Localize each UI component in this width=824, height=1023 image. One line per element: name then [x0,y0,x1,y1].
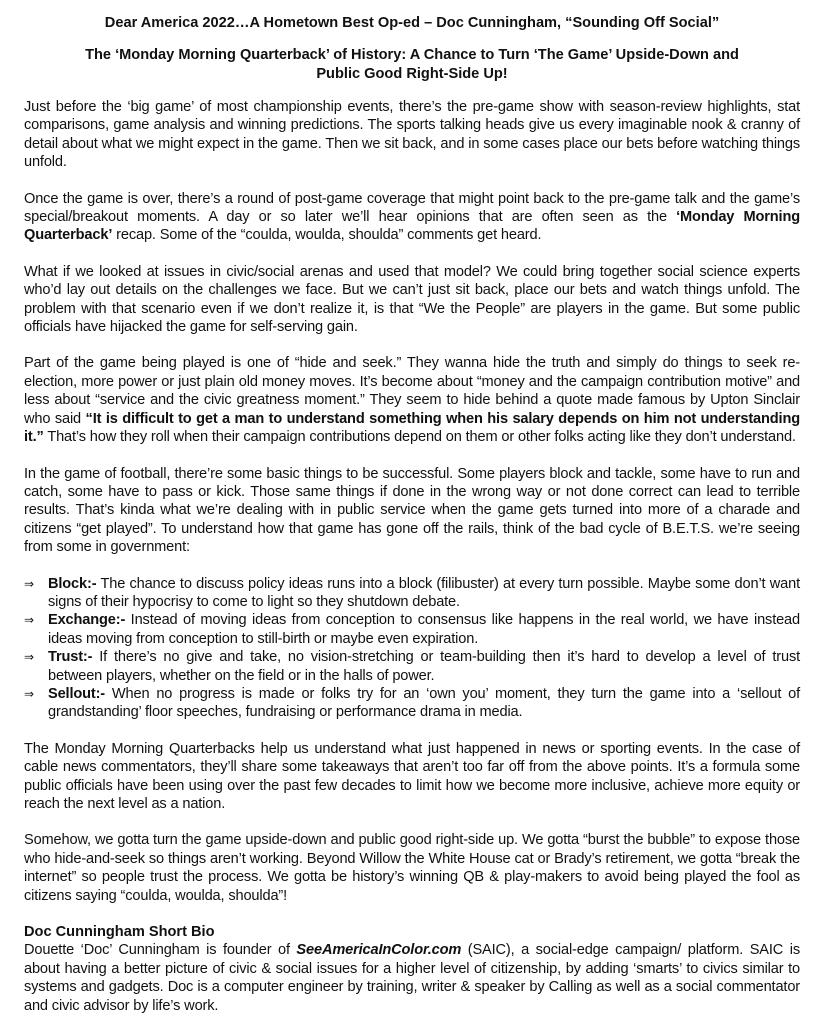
document-title: Dear America 2022…A Hometown Best Op-ed – Doc Cunningham, “Sounding Off Social” [104,15,720,31]
bets-item-trust [24,648,800,685]
bets-item-sellout [24,685,800,722]
paragraph-text: recap. Some of the “coulda, woulda, shoulda” comments get heard. [112,227,542,244]
paragraph-conclusion: Somehow, we gotta turn the game upside-down and public good right-side up. We gotta “burst the bubble” to expose those who hide-and-seek so things aren’t working. Beyond Willow the White House cat or Brady’s retirement, we gotta “break the internet” so people trust the process. We gotta be history’s winning QB & play-makers to avoid being played the fool as citizens saying “coulda, woulda, shoulda”! [24,832,800,904]
website-name: SeeAmericaInColor.com [296,942,462,959]
bets-text: Instead of moving ideas from conception to consensus like happens in the real world, we have instead ideas moving from conception to still-birth or maybe even expiration. [48,612,800,647]
subtitle-line-2: Public Good Right-Side Up! [316,66,508,82]
paragraph-hide-and-seek [24,354,800,446]
bets-term: Block:- [48,575,97,592]
emphasis-mmq: ‘Monday Morning Quarterback’ [24,209,800,244]
bets-item-block [24,575,800,612]
subtitle-line-1: The ‘Monday Morning Quarterback’ of History: A Chance to Turn ‘The Game’ Upside-Down and [85,47,739,63]
bets-text: If there’s no give and take, no vision-stretching or team-building then it’s hard to develop a level of trust between players, whether on the field or in the halls of power. [48,649,800,684]
double-arrow-right-icon: ⇒ [24,576,34,591]
paragraph-civic-model: What if we looked at issues in civic/social arenas and used that model? We could bring together social science experts who’d lay out details on the challenges we face. But we can’t just sit back, place our bets and watch things unfold. The problem with that scenario even if we don’t realize it, is that “We the People” are players in the game. But some public officials have hijacked the game for self-serving gain. [24,263,800,336]
double-arrow-right-icon: ⇒ [24,650,34,665]
bio-heading: Doc Cunningham Short Bio [24,924,215,941]
double-arrow-right-icon: ⇒ [24,686,34,701]
bets-term: Sellout:- [48,685,106,702]
paragraph-post-game [24,190,800,245]
bets-term: Trust:- [48,649,93,666]
paragraph-mmq-summary: The Monday Morning Quarterbacks help us understand what just happened in news or sporting events. In the case of cable news commentators, they’ll share some takeaways that aren’t too far off from the above points. It’s a formula some public officials have been using over the past few decades to limit how we become more inclusive, achieve more equity or reach the next level as a nation. [24,740,800,812]
bio-text [24,941,800,1015]
bio-text-start: Douette ‘Doc’ Cunningham is founder of [24,942,297,959]
bets-list [24,575,800,722]
paragraph-text: Once the game is over, there’s a round of post-game coverage that might point back to the pre-game talk and the game’s special/breakout moments. A day or so later we’ll hear opinions that are often seen as the [24,190,800,226]
paragraph-football: In the game of football, there’re some basic things to be successful. Some players block and tackle, some have to run and catch, some have to pass or kick. Those same things if done in the wrong way or not done correct can lead to terrible results. That’s kinda what we’re dealing with in public service when the game gets turned into more of a charade and citizens “get played”. To understand how that game has gone off the rails, think of the bad cycle of B.E.T.S. we’re seeing from some in government: [24,465,800,556]
document-subtitle [24,46,800,84]
bets-text: When no progress is made or folks try for an ‘own you’ moment, they turn the game into a ‘sellout of grandstanding’ floor speeches, fundraising or performance drama in media. [48,685,800,721]
bets-term: Exchange:- [48,612,126,629]
bets-item-exchange [24,611,800,648]
author-bio [24,923,800,1015]
bio-text-end: (SAIC), a social-edge campaign/ platform. SAIC is about having a better picture of civic & social issues for a higher level of citizenship, by adding ‘smarts’ to civics similar to systems and gadgets. Doc is a computer engineer by training, writer & speaker by Calling as well as a social commentator and civic advisor by life’s work. [24,942,800,1014]
paragraph-text: That’s how they roll when their campaign contributions depend on them or other folks acting like they don’t understand. [43,429,796,446]
paragraph-text: Part of the game being played is one of “hide and seek.” They wanna hide the truth and simply do things to seek re-election, more power or just plain old money moves. It’s become about “money and the campaign contribution motive” and less about “service and the civic greatness moment.” They seem to hide behind a quote made famous by Upton Sinclair who said [24,355,800,427]
double-arrow-right-icon: ⇒ [24,613,34,628]
sinclair-quote: “It is difficult to get a man to understand something when his salary depends on him not understanding it.” [24,410,800,446]
bets-text: The chance to discuss policy ideas runs into a block (filibuster) at every turn possible. Maybe some don’t want signs of their hypocrisy to come to light so they shutdown debate. [48,575,800,610]
paragraph-intro: Just before the ‘big game’ of most championship events, there’s the pre-game show with season-review highlights, stat comparisons, game analysis and winning predictions. The sports talking heads give us every imaginable nook & cranny of detail about what we might expect in the game. Then we sit back, and in some cases place our bets before watching things unfold. [24,99,800,171]
